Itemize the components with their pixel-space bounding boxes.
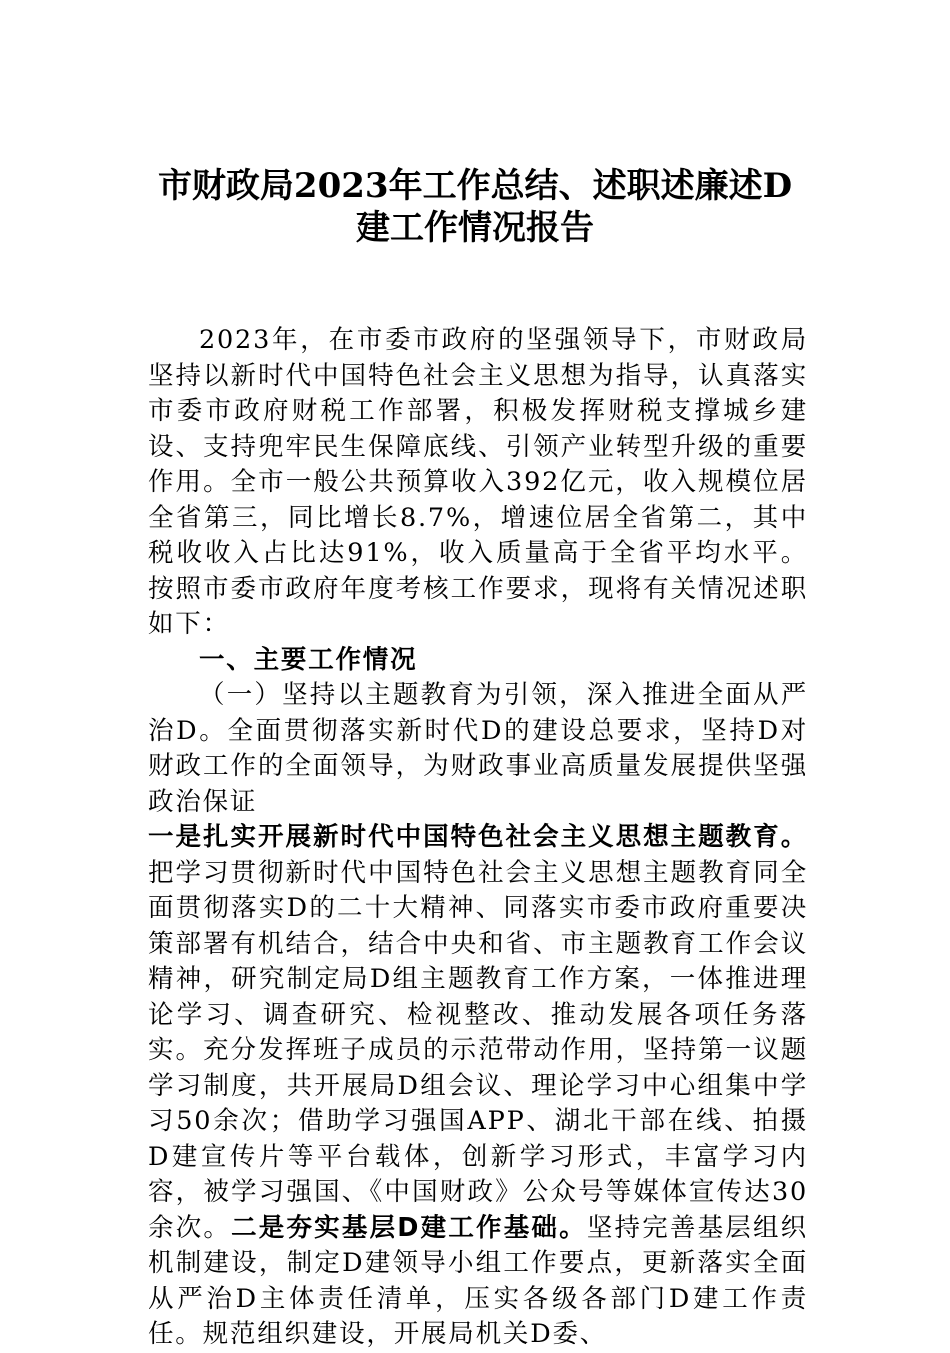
point-2-text: 坚持完善基层组织机制建设，制定D建领导小组工作要点，更新落实全面从严治D主体责任清单，压实各级各部门D建工作责任。规范组织建设，开展局机关D委、 xyxy=(148,1212,808,1349)
document-title-line-1: 市财政局2023年工作总结、述职述廉述D xyxy=(157,166,793,206)
point-1-lead: 一是扎实开展新时代中国特色社会主义思想主题教育。 xyxy=(148,822,808,852)
document-body xyxy=(148,323,808,1353)
section-heading: 一、主要工作情况 xyxy=(199,644,418,675)
intro-paragraph: 2023年，在市委市政府的坚强领导下，市财政局坚持以新时代中国特色社会主义思想为指导，认真落实市委市政府财税工作部署，积极发挥财税支撑城乡建设、支持兜牢民生保障底线、引领产业转型升级的重要作用。全市一般公共预算收入392亿元，收入规模位居全省第三，同比增长8.7%，增速位居全省第二，其中税收收入占比达91%，收入质量高于全省平均水平。按照市委市政府年度考核工作要求，现将有关情况述职如下： xyxy=(148,325,808,639)
point-paragraph xyxy=(148,820,808,1353)
point-2-lead: 二是夯实基层D建工作基础。 xyxy=(231,1212,587,1243)
point-1-text: 把学习贯彻新时代中国特色社会主义思想主题教育同全面贯彻落实D的二十大精神、同落实市委市政府重要决策部署有机结合，结合中央和省、市主题教育工作会议精神，研究制定局D组主题教育工作方案，一体推进理论学习、调查研究、检视整改、推动发展各项任务落实。充分发挥班子成员的示范带动作用，坚持第一议题学习制度，共开展局D组会议、理论学习中心组集中学习50余次；借助学习强国APP、湖北干部在线、拍摄D建宣传片等平台载体，创新学习形式，丰富学习内容，被学习强国、《中国财政》公众号等媒体宣传达30余次。 xyxy=(148,857,808,1243)
document-title-line-2: 建工作情况报告 xyxy=(356,208,594,248)
subsection-paragraph: （一）坚持以主题教育为引领，深入推进全面从严治D。全面贯彻落实新时代D的建设总要求，坚持D对财政工作的全面领导，为财政事业高质量发展提供坚强政治保证 xyxy=(148,680,808,817)
